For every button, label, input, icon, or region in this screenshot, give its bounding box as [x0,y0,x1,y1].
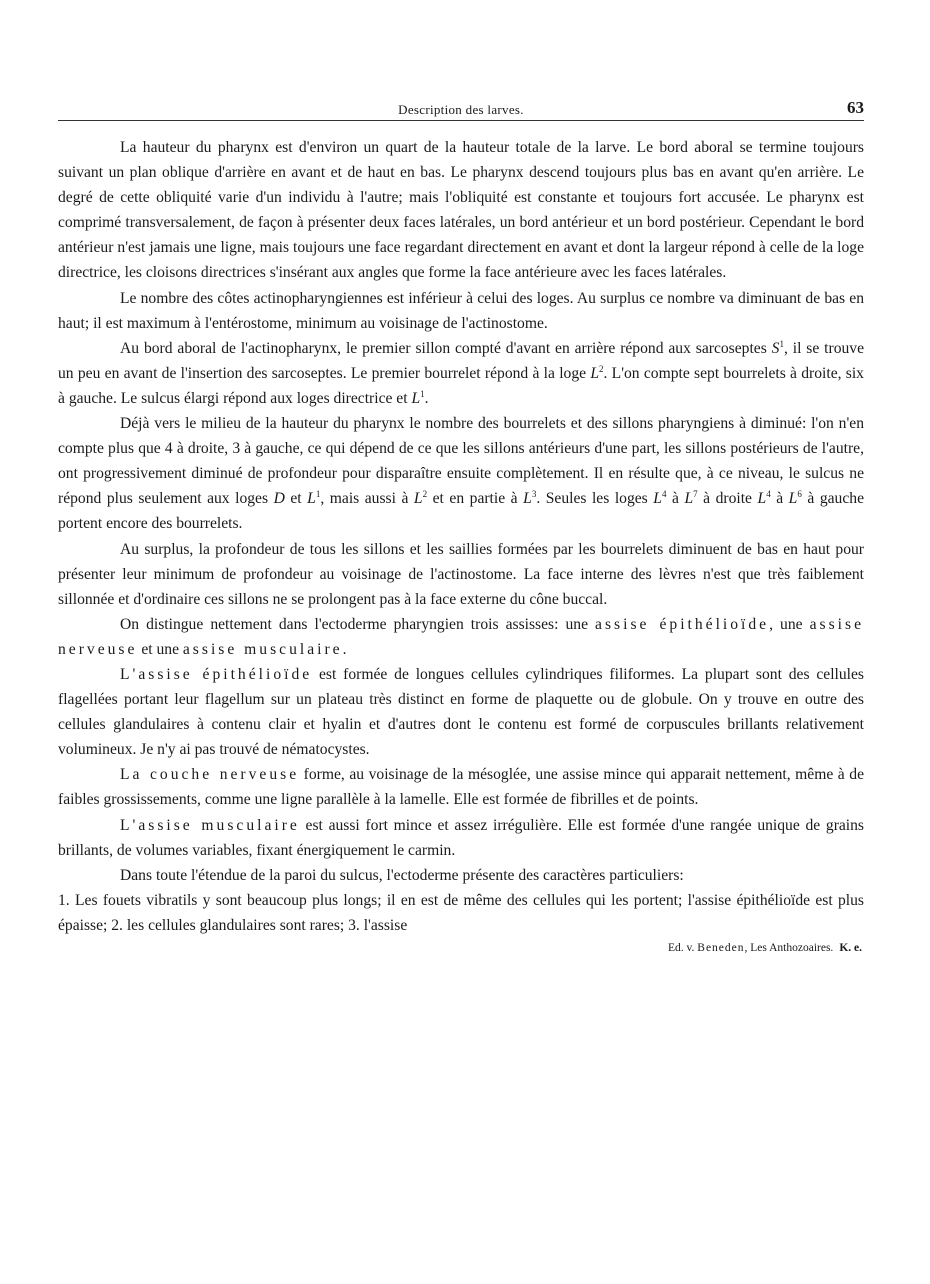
paragraph-8 [58,762,864,812]
superscript: 6 [797,489,802,500]
spaced-term: L'assise musculaire [120,816,300,834]
running-title: Description des larves. [398,102,524,117]
var-l: L [307,490,316,508]
text-run: . Seules les loges [536,490,654,508]
running-header [58,96,864,121]
var-s: S [771,339,780,357]
paragraph-3 [58,336,864,411]
paragraph-5: Au surplus, la profondeur de tous les sillons et les saillies formées par les bourrelets diminuent de bas en haut pour présenter leur minimum de profondeur au voisinage de l'actinostome. La face interne des lèvres n'est que très faiblement sillonnée et d'ordinaire ces sillons ne se prolongent pas à la face externe du cône buccal. [58,540,864,608]
var-l: L [411,389,421,407]
var-l: L [684,490,694,508]
superscript: 7 [693,489,698,500]
text-run: Au bord aboral de l'actinopharynx, le premier sillon compté d'avant en arrière répond aux sarcoseptes [120,339,772,357]
superscript: 1 [420,388,425,399]
text-run: et [284,490,308,508]
var-l: L [590,364,599,382]
text-run: et une [137,640,183,658]
text-run: On distingue nettement dans l'ectoderme pharyngien trois assisses: une [120,615,596,633]
paragraph-2: Le nombre des côtes actinopharyngiennes est inférieur à celui des loges. Au surplus ce nombre va diminuant de bas en haut; il est maximum à l'entérostome, minimum au voisinage de l'actinostome. [58,289,864,332]
paragraph-9 [58,813,864,863]
footer-author: Beneden [697,942,745,954]
var-l: L [413,490,423,508]
superscript: 3 [531,489,537,500]
text-run: , mais aussi à [320,490,414,508]
text-run: et en partie à [427,490,524,508]
body-text [58,135,864,938]
page-number: 63 [847,98,864,117]
text-run: , une [769,615,810,633]
var-l: L [788,490,798,508]
signature-line [58,942,864,954]
text-run: Déjà vers le milieu de la hauteur du pharynx le nombre des bourrelets et des sillons pharyngiens à diminué: l'on n'en compte plus que 4 à droite, 3 à gauche, ce qui dépend de ce que les sillons antérieurs d'une part, les sillons postérieurs de l'autre, ont progressivement diminué de profondeur pour disparaître ensuite complètement. Il en résulte que, à ce niveau, le sulcus ne répond plus seulement aux loges [58,415,864,508]
spaced-term: La couche nerveuse [120,766,300,784]
page [58,96,864,954]
text-run: . [424,389,429,407]
superscript: 2 [422,489,428,500]
paragraph-10: Dans toute l'étendue de la paroi du sulcus, l'ectoderme présente des caractères particuliers: [120,866,684,884]
var-l: L [653,490,662,508]
spaced-term: assise nerveuse [58,615,864,658]
text-run: à gauche portent encore des bourrelets. [58,490,864,533]
paragraph-11: 1. Les fouets vibratils y sont beaucoup plus longs; il en est de même des cellules qui les portent; l'assise épithélioïde est plus épaisse; 2. les cellules glandulaires sont rares; 3. l'assise [58,891,864,934]
text-run: est aussi fort mince et assez irrégulière. Elle est formée d'une rangée unique de grains brillants, de volumes variables, fixant énergiquement le carmin. [58,816,865,859]
text-run: à droite [697,490,758,508]
var-l: L [523,490,532,508]
text-run: à [770,490,789,508]
superscript: 4 [661,489,667,500]
footer-work: , Les Anthozoaires. [744,942,834,954]
paragraph-4 [58,411,864,536]
var-d: D [273,490,285,508]
superscript: 2 [599,363,604,374]
var-l: L [757,490,767,508]
text-run: . L'on compte sept bourrelets à droite, six à gauche. Le sulcus élargi répond aux loges directrice et [58,364,864,407]
footer-prefix: Ed. v. [668,942,698,954]
superscript: 1 [315,489,321,500]
signature-mark: K. e. [839,942,862,954]
spaced-term: assise épithélioïde [595,615,770,633]
text-run: , il se trouve un peu en avant de l'insertion des sarcoseptes. Le premier bourrelet répond à la loge [58,339,864,382]
spaced-term: L'assise épithélioïde [120,665,313,683]
text-run: à [666,490,685,508]
spaced-term: assise musculaire [182,640,343,658]
paragraph-6 [58,612,864,662]
superscript: 4 [766,489,771,500]
text-run: forme, au voisinage de la mésoglée, une assise mince qui apparait nettement, même à de faibles grossissements, comme une ligne parallèle à la lamelle. Elle est formée de fibrilles et de points. [58,766,864,809]
paragraph-1: La hauteur du pharynx est d'environ un quart de la hauteur totale de la larve. Le bord aboral se termine toujours suivant un plan oblique d'arrière en avant et de haut en bas. Le pharynx descend toujours plus bas en avant qu'en arrière. Le degré de cette obliquité varie d'un individu à l'autre; mais l'obliquité est constante et toujours fort accusée. Le pharynx est comprimé transversalement, de façon à présenter deux faces latérales, un bord antérieur et un bord postérieur. Cependant le bord antérieur n'est jamais une ligne, mais toujours une face regardant directement en avant et dont la largeur répond à celle de la loge directrice, les cloisons directrices s'insérant aux angles que forme la face antérieure avec les faces latérales. [58,139,864,282]
text-run: est formée de longues cellules cylindriques filiformes. La plupart sont des cellules flagellées portant leur flagellum sur un plateau très distinct en forme de plaquette ou de globule. On y trouve en outre des cellules glandulaires à contenu clair et hyalin et d'autres dont le contenu est formé de corpuscules brillants relativement volumineux. Je n'y ai pas trouvé de nématocystes. [58,665,864,759]
paragraph-7 [58,662,864,762]
text-run: . [342,640,347,658]
superscript: 1 [779,338,784,349]
